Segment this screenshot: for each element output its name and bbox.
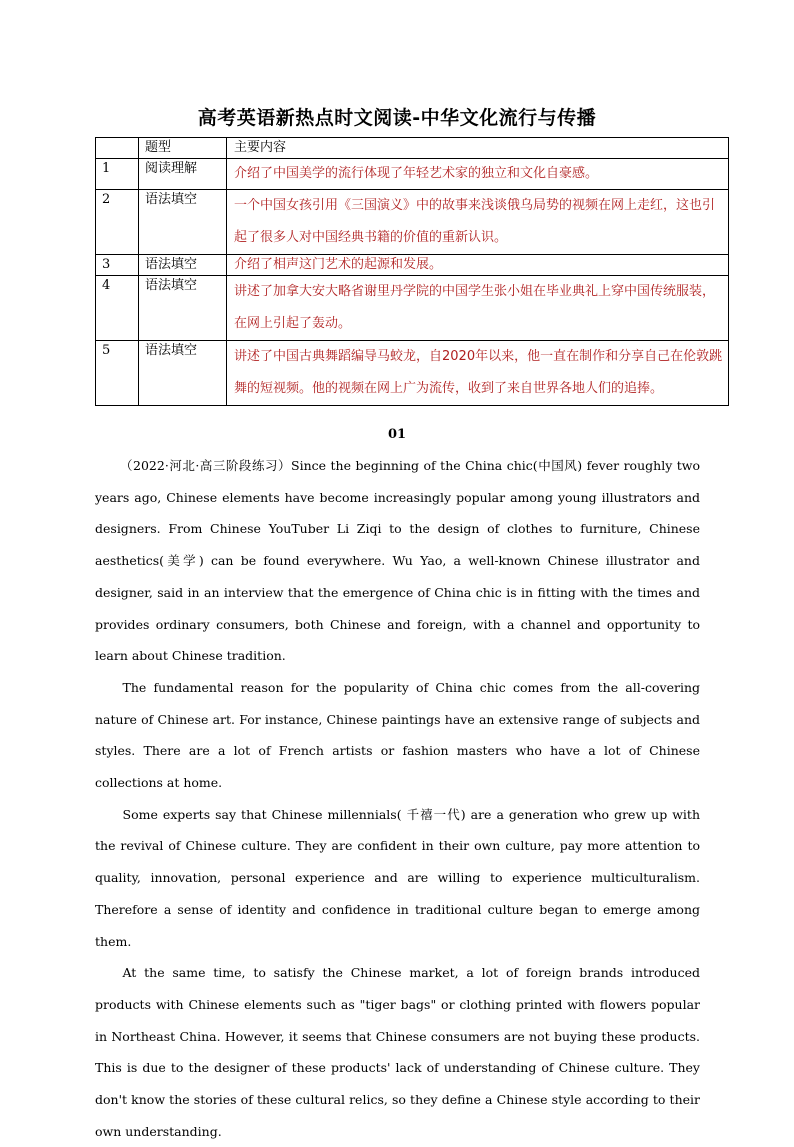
- header-type: 题型: [139, 138, 227, 159]
- row-content: 讲述了中国古典舞蹈编导马蛟龙，自2020年以来，他一直在制作和分享自己在伦敦跳舞的短视频。他的视频在网上广为流传，收到了来自世界各地人们的追捧。: [227, 341, 729, 406]
- row-number: 3: [96, 255, 139, 276]
- row-number: 5: [96, 341, 139, 406]
- row-number: 1: [96, 159, 139, 190]
- row-number: 4: [96, 276, 139, 341]
- row-content: 介绍了相声这门艺术的起源和发展。: [227, 255, 729, 276]
- paragraph: Some experts say that Chinese millennials( 千禧一代) are a generation who grew up with the revival of Chinese culture. They are confident in their own culture, pay more attention to quality, innovation, personal experience and are willing to experience multiculturalism. Therefore a sense of identity and confidence in traditional culture began to emerge among them.: [95, 806, 700, 949]
- table-row: [96, 255, 729, 276]
- summary-table: [95, 137, 729, 406]
- row-content: 一个中国女孩引用《三国演义》中的故事来浅谈俄乌局势的视频在网上走红，这也引起了很多人对中国经典书籍的价值的重新认识。: [227, 190, 729, 255]
- row-type: 语法填空: [139, 341, 227, 406]
- row-type: 阅读理解: [139, 159, 227, 190]
- section-label: 01: [387, 427, 407, 442]
- header-index: [96, 138, 139, 159]
- table-row: [96, 190, 729, 255]
- row-number: 2: [96, 190, 139, 255]
- row-type: 语法填空: [139, 190, 227, 255]
- table-row: [96, 341, 729, 406]
- paragraph: The fundamental reason for the popularity of China chic comes from the all-covering nature of Chinese art. For instance, Chinese paintings have an extensive range of subjects and styles. There are a lot of French artists or fashion masters who have a lot of Chinese collections at home.: [95, 679, 700, 791]
- header-content: 主要内容: [227, 138, 729, 159]
- paragraph: （2022·河北·高三阶段练习）Since the beginning of the China chic(中国风) fever roughly two years ago, Chinese elements have become increasingly popular among young illustrators and designers. From Chinese YouTuber Li Ziqi to the design of clothes to furniture, Chinese aesthetics(美学) can be found everywhere. Wu Yao, a well-known Chinese illustrator and designer, said in an interview that the emergence of China chic is in fitting with the times and provides ordinary consumers, both Chinese and foreign, with a channel and opportunity to learn about Chinese tradition.: [95, 458, 700, 664]
- row-type: 语法填空: [139, 276, 227, 341]
- paragraph: At the same time, to satisfy the Chinese market, a lot of foreign brands introduced products with Chinese elements such as "tiger bags" or clothing printed with flowers popular in Northeast China. However, it seems that Chinese consumers are not buying these products. This is due to the designer of these products' lack of understanding of Chinese culture. They don't know the stories of these cultural relics, so they define a Chinese style according to their own understanding.: [95, 965, 700, 1139]
- table-header-row: [96, 138, 729, 159]
- row-type: 语法填空: [139, 255, 227, 276]
- table-row: [96, 276, 729, 341]
- table-row: [96, 159, 729, 190]
- row-content: 介绍了中国美学的流行体现了年轻艺术家的独立和文化自豪感。: [227, 159, 729, 190]
- article-body: [95, 450, 700, 1147]
- document-title: 高考英语新热点时文阅读-中华文化流行与传播: [197, 107, 597, 129]
- row-content: 讲述了加拿大安大略省谢里丹学院的中国学生张小姐在毕业典礼上穿中国传统服装，在网上引起了轰动。: [227, 276, 729, 341]
